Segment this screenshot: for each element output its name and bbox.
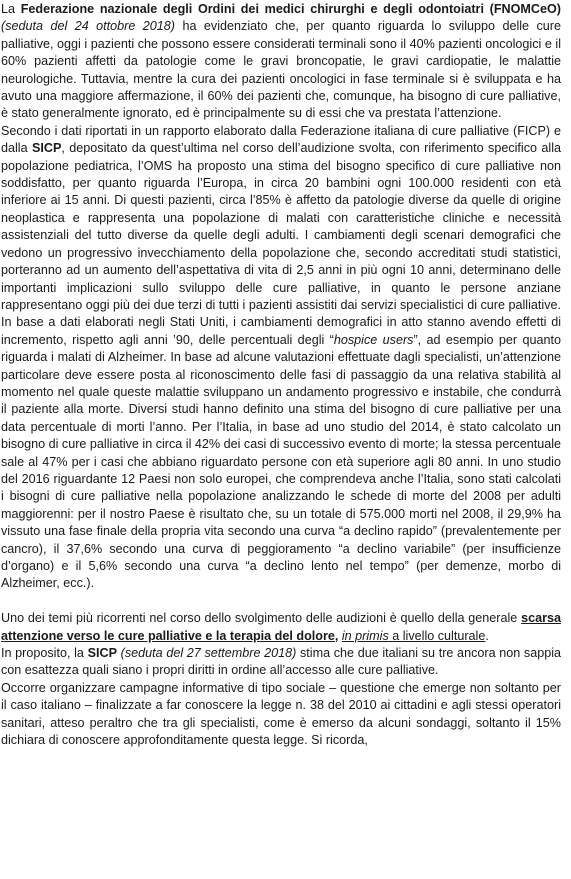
organization-name-bold: Federazione nazionale degli Ordini dei medici chirurghi e degli odontoiatri (FNOMCeO) (20, 2, 561, 16)
text-run: In base a dati elaborati negli Stati Uniti, i cambiamenti demografici in atto stanno avendo effetti di incremento, rispetto agli anni ’90, delle percentuali degli “ (1, 315, 561, 347)
text-run: ha evidenziato che, per quanto riguarda lo sviluppo delle cure palliative, oggi i pazienti che possono essere considerati terminali sono il 40% pazienti oncologici e il 60% pazienti affetti da patologie come le gravi broncopatie, le gravi cardiopatie, le malattie neurologiche. Tuttavia, mentre la cura dei pazienti oncologici in fase terminale si è sviluppata e ha avuto una maggiore affermazione, il 60% dei pazienti che, comunque, ha bisogno di cure palliative, è stato generalmente ignorato, ed è principalmente su di essi che va prestata l’attenzione. (1, 19, 562, 121)
text-run: . (485, 628, 489, 643)
scarsa-attenzione-bold-underlined: scarsa attenzione verso le cure palliative e la terapia del dolore, (1, 611, 561, 643)
session-date-italic: (seduta del 24 ottobre 2018) (1, 19, 176, 34)
text-run: In proposito, la (1, 646, 88, 661)
paragraph-us-data (1, 314, 561, 593)
text-run: stima che due italiani su tre ancora non sappia con esattezza quali siano i propri diritti in ordine all’accesso alle cure palliative. (1, 646, 562, 678)
text-run: Uno dei temi più ricorrenti nel corso dello svolgimento delle audizioni è quello della generale (1, 611, 522, 626)
blank-line (1, 593, 561, 610)
text-run: ”, ad esempio per quanto riguarda i malati di Alzheimer. In base ad alcune valutazioni effettuate dagli specialisti, un’attenzione particolare deve essere posta al riconoscimento delle fasi di passaggio da una relativa stabilità al momento nel quale queste malattie sviluppano un andamento progressivo e instabile, che condurrà il paziente alla morte. Diversi studi hanno definito una stima del bisogno di cure palliative per una data percentuale di morti l’anno. Per l’Italia, in base ad uno studio del 2014, è stato calcolato un bisogno di cure palliative in circa il 42% dei casi di successivo evento di morte; la stessa percentuale sale al 47% per i casi che abbiano riguardato persone con età superiore agli 80 anni. In uno studio del 2016 riguardante 12 Paesi non solo europei, che comprendeva anche l’Italia, sono stati calcolati i bisogni di cure palliative nella popolazione analizzando le schede di morte del 2008 per adulti maggiorenni: per il nostro Paese è risultato che, su un totale di 575.000 morti nel 2008, il 29,9% ha vissuto una fase finale della propria vita secondo una curva “a declino rapido” (prevalentemente per cancro), il 37,6% secondo una curva di peggioramento “a declino variabile” (per insufficienze d’organo) e il 5,6% secondo una curva “a declino lento nel tempo” (per demenze, morbo di Alzheimer, ecc.). (1, 332, 562, 591)
text-run: , depositato da quest’ultima nel corso dell’audizione svolta, con riferimento specifico alla popolazione pediatrica, l’OMS ha proposto una stima del bisogno specifico di cure palliative non soddisfatto, per quanto riguarda l’Europa, in circa 20 bambini ogni 100.000 residenti con età inferiore ai 15 anni. Di questi pazienti, circa l’85% è affetto da patologie diverse da quelle di origine neoplastica e rappresenta una popolazione di malati con caratteristiche cliniche e necessità assistenziali del tutto diverse da quelle degli adulti. I cambiamenti degli scenari demografici che vedono un progressivo invecchiamento della popolazione che, secondo accreditati studi statistici, porteranno ad un aumento dell’aspettativa di vita di 2,5 anni in più ogni 10 anni, determinano delle importanti implicazioni sullo sviluppo delle cure palliative, in quanto le persone anziane rappresentano oggi più dei due terzi di tutti i pazienti assistiti dai servizi specialistici di cure palliative. (1, 141, 562, 312)
hospice-users-italic: hospice users (333, 332, 414, 347)
sicp-bold: SICP (87, 646, 117, 661)
underlined-text-run: a livello culturale (388, 628, 486, 643)
paragraph-recurring-themes (1, 610, 561, 645)
paragraph-ficp-report (1, 123, 561, 314)
paragraph-sicp-estimate (1, 645, 561, 680)
sicp-bold: SICP (31, 141, 62, 156)
text-run: La (1, 2, 21, 16)
paragraph-information-campaigns (1, 680, 561, 750)
text-run: Occorre organizzare campagne informative di tipo sociale – questione che emerge non soltanto per il caso italiano – finalizzate a far conoscere la legge n. 38 del 2010 ai cittadini e agli stessi operatori sanitari, atteso peraltro che tra gli specialisti, come è emerso da alcuni sondaggi, soltanto il 15% dichiara di conoscere approfonditamente questa legge. Si ricorda, (1, 680, 561, 748)
paragraph-fnomceo (1, 1, 561, 123)
text-run: Secondo i dati riportati in un rapporto elaborato dalla Federazione italiana di cure palliative (FICP) e dalla (1, 123, 561, 156)
session-date-italic: (seduta del 27 settembre 2018) (120, 646, 297, 661)
in-primis-italic: in primis (341, 628, 389, 643)
